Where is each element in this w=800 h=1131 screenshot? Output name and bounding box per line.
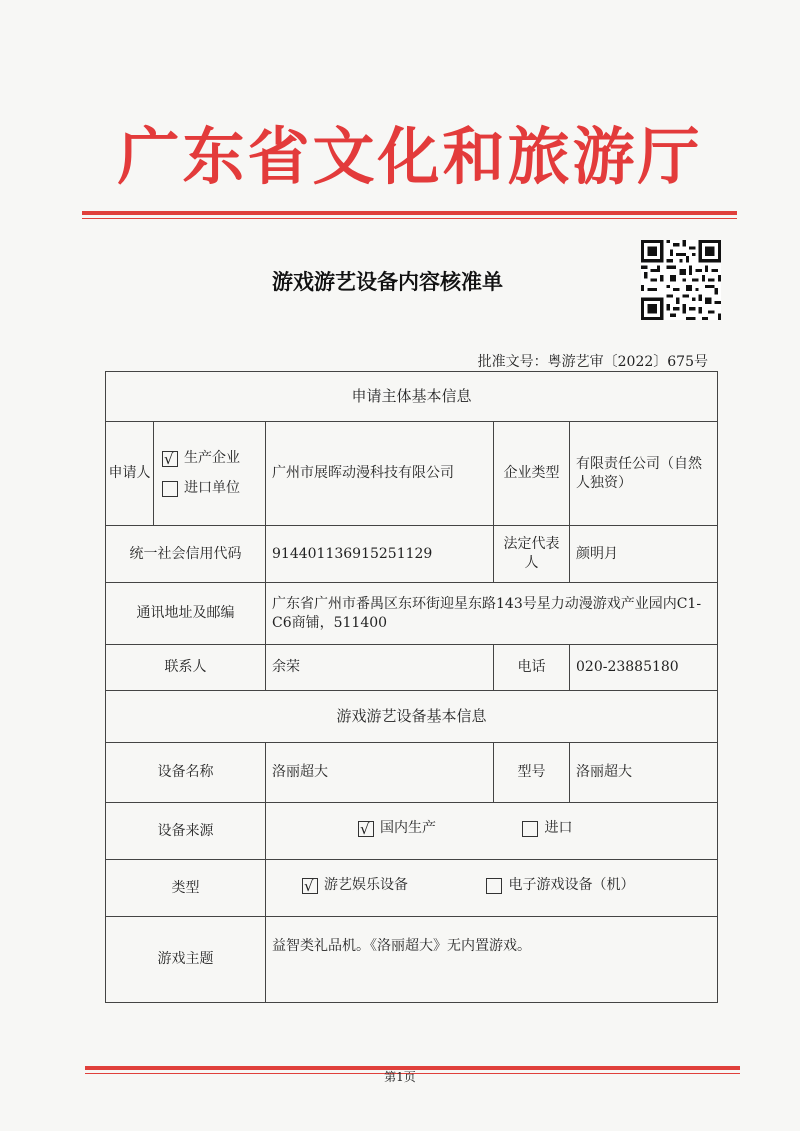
device-name-row	[106, 743, 718, 803]
contact: 余荣	[266, 645, 494, 691]
header-rule-thick	[82, 211, 737, 215]
device-source-options	[266, 803, 718, 860]
device-section-heading: 游戏游艺设备基本信息	[106, 691, 718, 743]
model: 洛丽超大	[570, 743, 718, 803]
credit-code: 914401136915251129	[266, 526, 494, 583]
legal-rep: 颜明月	[570, 526, 718, 583]
checkbox-checked-icon[interactable]	[162, 451, 178, 467]
device-type-label: 类型	[106, 860, 266, 917]
company-type-label: 企业类型	[494, 422, 570, 526]
checkbox-checked-icon[interactable]	[358, 821, 374, 837]
applicant-section-heading: 申请主体基本信息	[106, 372, 718, 422]
option-electronic-label: 电子游戏设备（机）	[508, 877, 635, 894]
agency-header: 广东省文化和旅游厅	[117, 120, 703, 193]
device-type-options	[266, 860, 718, 917]
approval-number: 批准文号：粤游艺审〔2022〕675号	[477, 354, 708, 370]
option-amusement-label: 游艺娱乐设备	[324, 877, 408, 894]
option-domestic[interactable]	[358, 819, 436, 838]
checkbox-unchecked-icon[interactable]	[162, 481, 178, 497]
game-theme: 益智类礼品机。《洛丽超大》无内置游戏。	[266, 917, 718, 1003]
option-domestic-label: 国内生产	[380, 820, 436, 837]
legal-rep-label: 法定代表人	[494, 526, 570, 583]
game-theme-row	[106, 917, 718, 1003]
address-row	[106, 583, 718, 645]
game-theme-label: 游戏主题	[106, 917, 266, 1003]
applicant-label: 申请人	[106, 422, 154, 526]
credit-code-row	[106, 526, 718, 583]
company-name: 广州市展晖动漫科技有限公司	[266, 422, 494, 526]
model-label: 型号	[494, 743, 570, 803]
qr-code-icon	[641, 240, 721, 320]
device-source-row	[106, 803, 718, 860]
contact-row	[106, 645, 718, 691]
phone: 020-23885180	[570, 645, 718, 691]
applicant-type-options	[154, 422, 266, 526]
page-number: 第1页	[384, 1070, 416, 1084]
option-electronic[interactable]	[486, 876, 634, 895]
approval-form-table	[105, 371, 718, 1003]
checkbox-checked-icon[interactable]	[302, 878, 318, 894]
option-amusement[interactable]	[302, 876, 408, 895]
checkbox-unchecked-icon[interactable]	[522, 821, 538, 837]
device-source-label: 设备来源	[106, 803, 266, 860]
option-import-label: 进口	[544, 820, 573, 837]
address: 广东省广州市番禺区东环街迎星东路143号星力动漫游戏产业园内C1-C6商铺，511400	[266, 583, 718, 645]
applicant-section-row	[106, 372, 718, 422]
device-name: 洛丽超大	[266, 743, 494, 803]
option-manufacturer[interactable]	[162, 444, 259, 474]
company-type: 有限责任公司（自然人独资）	[570, 422, 718, 526]
option-manufacturer-label: 生产企业	[184, 450, 240, 467]
device-type-row	[106, 860, 718, 917]
option-importer[interactable]	[162, 474, 259, 504]
phone-label: 电话	[494, 645, 570, 691]
contact-label: 联系人	[106, 645, 266, 691]
header-rule-thin	[82, 218, 737, 219]
device-name-label: 设备名称	[106, 743, 266, 803]
option-importer-label: 进口单位	[184, 480, 240, 497]
option-import[interactable]	[522, 819, 572, 838]
device-section-row	[106, 691, 718, 743]
applicant-row	[106, 422, 718, 526]
checkbox-unchecked-icon[interactable]	[486, 878, 502, 894]
address-label: 通讯地址及邮编	[106, 583, 266, 645]
credit-code-label: 统一社会信用代码	[106, 526, 266, 583]
document-title: 游戏游艺设备内容核准单	[272, 269, 503, 294]
